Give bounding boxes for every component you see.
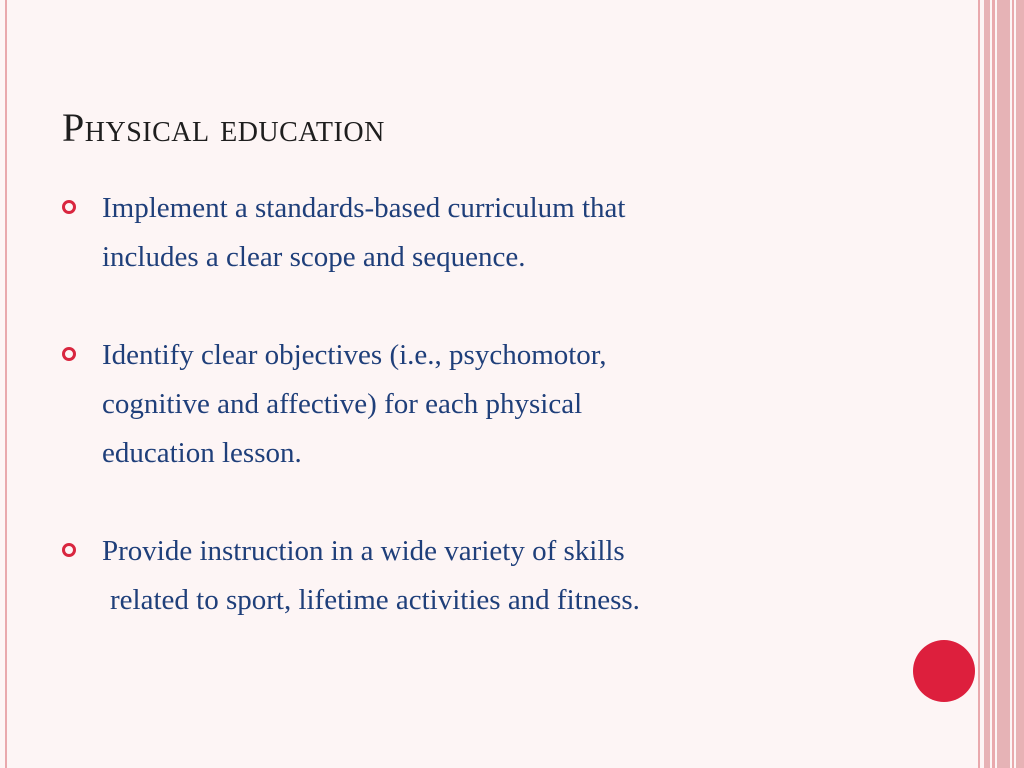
ring-bullet-icon xyxy=(62,543,76,557)
bullet-item xyxy=(62,527,882,625)
bullet-line: Provide instruction in a wide variety of skills xyxy=(102,535,625,567)
left-border-line xyxy=(5,0,7,768)
ring-bullet-icon xyxy=(62,347,76,361)
bullet-line: related to sport, lifetime activities and fitness. xyxy=(110,584,640,616)
bullet-item xyxy=(62,331,882,478)
right-stripe xyxy=(992,0,995,768)
bullet-line: Implement a standards-based curriculum that xyxy=(102,192,626,224)
ring-bullet-icon xyxy=(62,200,76,214)
right-stripe xyxy=(1012,0,1014,768)
red-circle-decoration xyxy=(913,640,975,702)
bullet-line: includes a clear scope and sequence. xyxy=(102,241,526,273)
right-stripe xyxy=(984,0,990,768)
right-stripe xyxy=(978,0,980,768)
bullet-item xyxy=(62,184,882,282)
slide-title: Physical education xyxy=(62,105,385,150)
right-stripe xyxy=(997,0,1010,768)
bullet-line: Identify clear objectives (i.e., psychomotor, xyxy=(102,339,607,371)
bullet-line: cognitive and affective) for each physical xyxy=(102,388,583,420)
bullet-list xyxy=(62,184,882,674)
bullet-line: education lesson. xyxy=(102,437,302,469)
right-stripe xyxy=(1016,0,1024,768)
